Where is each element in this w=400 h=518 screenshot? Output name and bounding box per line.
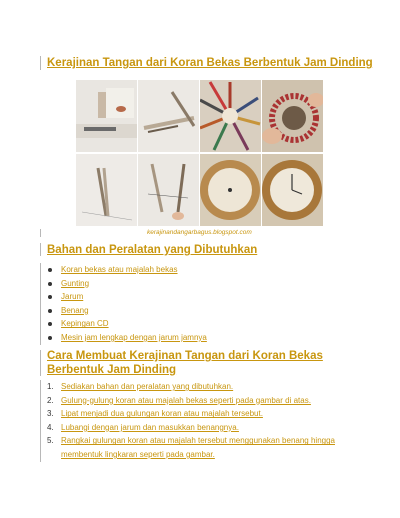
photo-clock-back <box>200 154 261 226</box>
photo-needle-thread <box>138 154 199 226</box>
image-caption[interactable]: kerajinandangarbagus.blogspot.com <box>147 229 252 236</box>
materials-list <box>47 263 207 345</box>
step-link[interactable]: Lubangi dengan jarum dan masukkan benangnya. <box>61 422 239 432</box>
list-item <box>47 434 361 461</box>
bullet-icon <box>48 336 52 340</box>
photo-finished-clock <box>262 154 323 226</box>
bullet-icon <box>48 309 52 313</box>
steps-list-rule <box>40 380 41 462</box>
list-item <box>47 380 361 394</box>
photo-hands-circle <box>262 80 323 152</box>
materials-rule <box>40 243 41 256</box>
material-link[interactable]: Mesin jam lengkap dengan jarum jamnya <box>61 332 207 342</box>
step-number: 3. <box>47 409 54 419</box>
bullet-icon <box>48 295 52 299</box>
photo-rolling-paper <box>76 80 137 152</box>
steps-heading: Cara Membuat Kerajinan Tangan dari Koran Bekas Berbentuk Jam Dinding <box>47 350 323 376</box>
list-item <box>47 394 361 408</box>
steps-rule <box>40 350 41 376</box>
step-number: 5. <box>47 436 54 446</box>
step-number: 1. <box>47 382 54 391</box>
materials-heading: Bahan dan Peralatan yang Dibutuhkan <box>47 244 258 256</box>
list-item <box>47 263 207 277</box>
list-item <box>47 331 207 345</box>
caption-rule <box>40 229 41 237</box>
steps-list <box>47 380 361 462</box>
tutorial-photo-grid <box>76 80 324 226</box>
step-number: 4. <box>47 422 54 432</box>
photo-rolls-circle <box>200 80 261 152</box>
bullet-icon <box>48 282 52 286</box>
list-item <box>47 277 207 291</box>
material-link[interactable]: Kepingan CD <box>61 319 109 329</box>
step-link[interactable]: Lipat menjadi dua gulungan koran atau majalah tersebut. <box>61 409 263 419</box>
list-item <box>47 407 361 421</box>
list-item <box>47 317 207 331</box>
title-rule <box>40 56 41 70</box>
list-item <box>47 304 207 318</box>
step-link[interactable]: Sediakan bahan dan peralatan yang dibutuhkan. <box>61 382 234 391</box>
photo-paper-rolls <box>138 80 199 152</box>
material-link[interactable]: Benang <box>61 305 89 315</box>
material-link[interactable]: Gunting <box>61 278 90 288</box>
step-link[interactable]: Rangkai gulungan koran atau majalah tersebut menggunakan benang hingga membentuk lingkaran seperti pada gambar. <box>61 436 335 459</box>
bullet-icon <box>48 268 52 272</box>
step-link[interactable]: Gulung-gulung koran atau majalah bekas seperti pada gambar di atas. <box>61 395 311 405</box>
list-item <box>47 290 207 304</box>
material-link[interactable]: Koran bekas atau majalah bekas <box>61 265 178 274</box>
step-number: 2. <box>47 395 54 405</box>
page-title: Kerajinan Tangan dari Koran Bekas Berbentuk Jam Dinding <box>47 57 373 69</box>
materials-list-rule <box>40 263 41 345</box>
list-item <box>47 421 361 435</box>
material-link[interactable]: Jarum <box>61 292 84 302</box>
bullet-icon <box>48 322 52 326</box>
photo-rolled-paper <box>76 154 137 226</box>
